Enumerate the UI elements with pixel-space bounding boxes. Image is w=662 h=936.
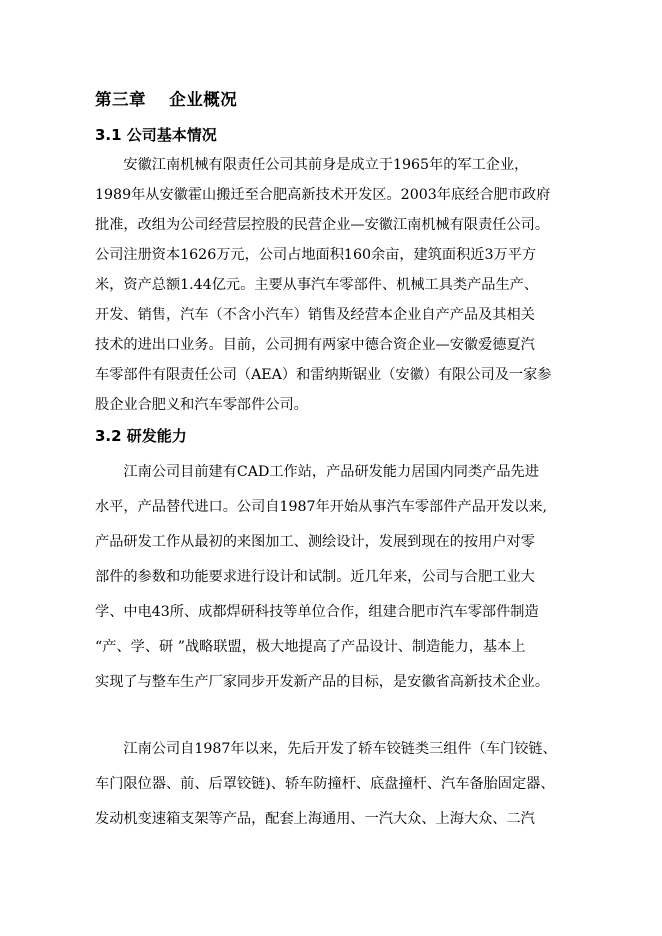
paragraph-line: 发动机变速箱支架等产品，配套上海通用、一汽大众、上海大众、二汽 bbox=[95, 811, 535, 827]
paragraph-line: 车零部件有限责任公司（AEA）和雷纳斯锯业（安徽）有限公司及一家参 bbox=[95, 367, 552, 383]
paragraph-line: 批准，改组为公司经营层控股的民营企业—安徽江南机械有限责任公司。 bbox=[95, 217, 550, 233]
section-title-basic-info: 3.1 公司基本情况 bbox=[95, 126, 217, 144]
paragraph-line: 学、中电43所、成都焊研科技等单位合作，组建合肥市汽车零部件制造 bbox=[95, 604, 539, 620]
paragraph-line: 米，资产总额1.44亿元。主要从事汽车零部件、机械工具类产品生产、 bbox=[95, 277, 539, 293]
paragraph-line: 1989年从安徽霍山搬迁至合肥高新技术开发区。2003年底经合肥市政府 bbox=[95, 187, 551, 203]
paragraph-line: 开发、销售，汽车（不含小汽车）销售及经营本企业自产产品及其相关 bbox=[95, 307, 535, 323]
paragraph-line: 江南公司目前建有CAD工作站，产品研发能力居国内同类产品先进 bbox=[95, 464, 539, 480]
paragraph-line: 实现了与整车生产厂家同步开发新产品的目标，是安徽省高新技术企业。 bbox=[95, 674, 550, 690]
paragraph-line: 技术的进出口业务。目前，公司拥有两家中德合资企业—安徽爱德夏汽 bbox=[95, 337, 535, 353]
paragraph-line: 产品研发工作从最初的来图加工、测绘设计，发展到现在的按用户对零 bbox=[95, 534, 535, 550]
section-title-rd: 3.2 研发能力 bbox=[95, 427, 187, 445]
paragraph-line: 安徽江南机械有限责任公司其前身是成立于1965年的军工企业， bbox=[95, 157, 529, 173]
chapter-title: 第三章 企业概况 bbox=[95, 90, 238, 109]
paragraph-line: 水平，产品替代进口。公司自1987年开始从事汽车零部件产品开发以来, bbox=[95, 499, 548, 515]
paragraph-line: 江南公司自1987年以来，先后开发了轿车铰链类三组件（车门铰链、 bbox=[95, 741, 557, 757]
paragraph-line: “产、学、研 ”战略联盟，极大地提高了产品设计、制造能力，基本上 bbox=[95, 639, 526, 655]
paragraph-line: 公司注册资本1626万元，公司占地面积160余亩，建筑面积近3万平方 bbox=[95, 247, 537, 263]
paragraph-line: 股企业合肥义和汽车零部件公司。 bbox=[95, 397, 308, 413]
paragraph-line: 车门限位器、前、后罩铰链)、轿车防撞杆、底盘撞杆、汽车备胎固定器、 bbox=[95, 776, 555, 792]
paragraph-line: 部件的参数和功能要求进行设计和试制。近几年来，公司与合肥工业大 bbox=[95, 569, 535, 585]
